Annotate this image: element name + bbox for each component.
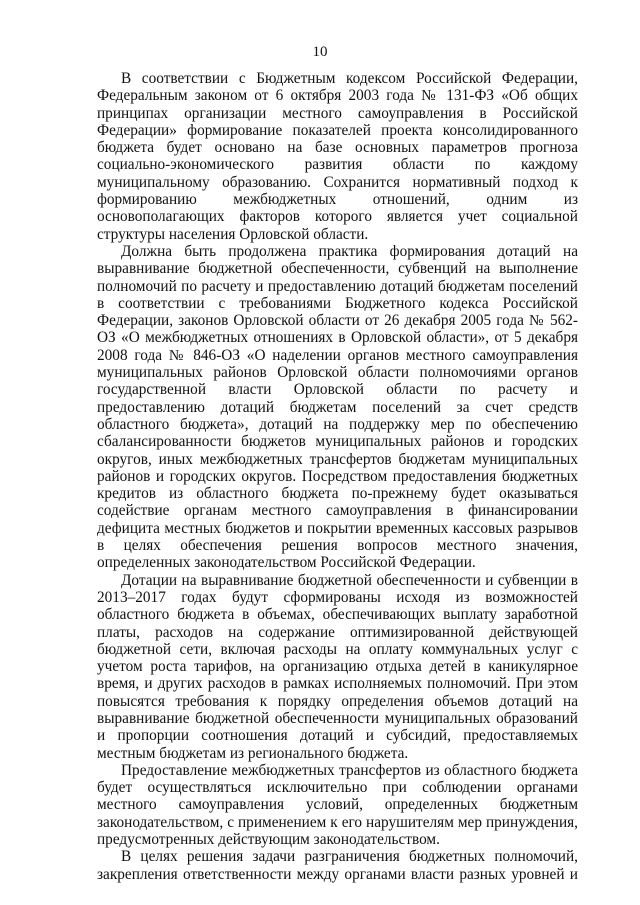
paragraph-subsidies-practice: Должна быть продолжена практика формирования дотаций на выравнивание бюджетной обеспеченности, субвенций на выполнение полномочий по расчету и предоставлению дотаций бюджетам поселений в соответствии с требованиями Бюджетного кодекса Российской Федерации, законов Орловской области от 26 декабря 2005 года № 562-ОЗ «О межбюджетных отношениях в Орловской области», от 5 декабря 2008 года № 846-ОЗ «О наделении органов местного самоуправления муниципальных районов Орловской области полномочиями органов государственной власти Орловской области по расчету и предоставлению дотаций бюджетам поселений за счет средств областного бюджета», дотаций на поддержку мер по обеспечению сбалансированности бюджетов муниципальных районов и городских округов, иных межбюджетных трансфертов бюджетам муниципальных районов и городских округов. Посредством предоставления бюджетных кредитов из областного бюджета по-прежнему будет оказываться содействие органам местного самоуправления в финансировании дефицита местных бюджетов и покрытии временных кассовых разрывов в целях обеспечения решения вопросов местного значения, определенных законодательством Российской Федерации. xyxy=(97,242,578,572)
paragraph-transfers-conditions: Предоставление межбюджетных трансфертов из областного бюджета будет осуществляться исключительно при соблюдении органами местного самоуправления условий, определенных бюджетным законодательством, с применением к его нарушителям мер принуждения, предусмотренных действующим законодательством. xyxy=(97,761,578,849)
paragraph-budget-code: В соответствии с Бюджетным кодексом Российской Федерации, Федеральным законом от 6 октября 2003 года № 131-ФЗ «Об общих принципах организации местного самоуправления в Российской Федерации» формирование показателей проекта консолидированного бюджета будет основано на базе основных параметров прогноза социально-экономического развития области по каждому муниципальному образованию. Сохранится нормативный подход к формированию межбюджетных отношений, одним из основополагающих факторов которого является учет социальной структуры населения Орловской области. xyxy=(97,70,578,243)
page-number: 10 xyxy=(312,44,328,60)
paragraph-delineation-powers: В целях решения задачи разграничения бюджетных полномочий, закрепления ответственности между органами власти разных уровней и xyxy=(97,848,578,883)
paragraph-subsidies-2013-2017: Дотации на выравнивание бюджетной обеспеченности и субвенции в 2013–2017 годах будут сформированы исходя из возможностей областного бюджета в объемах, обеспечивающих выплату заработной платы, расходов на содержание оптимизированной действующей бюджетной сети, включая расходы на оплату коммунальных услуг с учетом роста тарифов, на организацию отдыха детей в каникулярное время, и других расходов в рамках исполняемых полномочий. При этом повысятся требования к порядку определения объемов дотаций на выравнивание бюджетной обеспеченности муниципальных образований и пропорции соотношения дотаций и субсидий, предоставляемых местным бюджетам из регионального бюджета. xyxy=(97,571,578,762)
document-body xyxy=(97,70,578,883)
